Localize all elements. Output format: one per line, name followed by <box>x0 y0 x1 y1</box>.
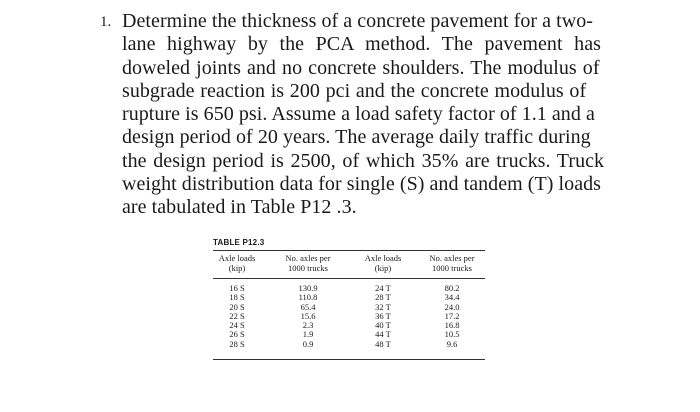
table-cell: 20 S <box>229 301 245 312</box>
table-title: TABLE P12.3 <box>213 238 485 251</box>
header-axles-per-1000-single: No. axles per 1000 trucks <box>285 253 331 273</box>
header-divider <box>213 278 485 279</box>
column-tandem-axles <box>429 284 475 349</box>
table-cell: 80.2 <box>444 283 460 293</box>
table-cell: 15.6 <box>300 310 316 321</box>
column-tandem-loads <box>361 284 405 349</box>
problem-line: subgrade reaction is 200 pci and the concrete modulus of <box>122 79 587 102</box>
table-cell: 16.8 <box>444 320 460 331</box>
table-cell: 2.3 <box>302 320 314 331</box>
header-axle-loads-single: Axle loads (kip) <box>218 253 256 273</box>
problem-text <box>122 10 622 220</box>
header-axles-per-1000-tandem: No. axles per 1000 trucks <box>429 253 475 273</box>
problem-line: design period of 20 years. The average daily traffic during <box>122 126 591 149</box>
table-cell: 17.2 <box>444 310 460 321</box>
table-cell: 0.9 <box>302 338 314 349</box>
table-bottom-rule <box>213 359 485 360</box>
table-cell: 44 T <box>375 329 391 340</box>
table-cell: 28 T <box>375 292 391 303</box>
axle-load-table <box>213 238 485 381</box>
problem-line: doweled joints and no concrete shoulders. The modulus of <box>122 56 600 79</box>
table-cell: 10.5 <box>444 329 460 340</box>
problem-line: rupture is 650 psi. Assume a load safety factor of 1.1 and a <box>122 103 595 126</box>
table-cell: 1.9 <box>302 329 314 340</box>
column-single-loads <box>215 284 259 349</box>
problem-line: the design period is 2500, of which 35% are trucks. Truck <box>122 149 605 172</box>
table-cell: 32 T <box>375 301 391 312</box>
table-cell: 34.4 <box>444 292 460 303</box>
table-cell: 26 S <box>229 329 245 340</box>
table-cell: 9.6 <box>446 338 458 349</box>
table-cell: 24 S <box>229 320 245 331</box>
problem-line: are tabulated in Table P12 .3. <box>122 196 357 219</box>
table-cell: 48 T <box>375 338 391 349</box>
problem-line: weight distribution data for single (S) and tandem (T) loads <box>122 173 602 196</box>
problem-line: lane highway by the PCA method. The pavement has <box>122 33 601 56</box>
header-axle-loads-tandem: Axle loads (kip) <box>364 253 402 273</box>
table-cell: 24.0 <box>444 301 460 312</box>
table-cell: 130.9 <box>298 283 318 293</box>
problem-line: Determine the thickness of a concrete pavement for a two- <box>122 10 593 32</box>
table-cell: 28 S <box>229 338 245 349</box>
table-body <box>213 251 485 381</box>
table-cell: 18 S <box>229 292 245 303</box>
table-cell: 40 T <box>375 320 391 331</box>
table-cell: 110.8 <box>298 292 318 303</box>
table-cell: 22 S <box>229 310 245 321</box>
problem-number: 1. <box>100 14 112 30</box>
table-cell: 65.4 <box>300 301 316 312</box>
table-cell: 24 T <box>375 283 391 293</box>
table-cell: 16 S <box>229 283 245 293</box>
column-single-axles <box>285 284 331 349</box>
table-cell: 36 T <box>375 310 391 321</box>
